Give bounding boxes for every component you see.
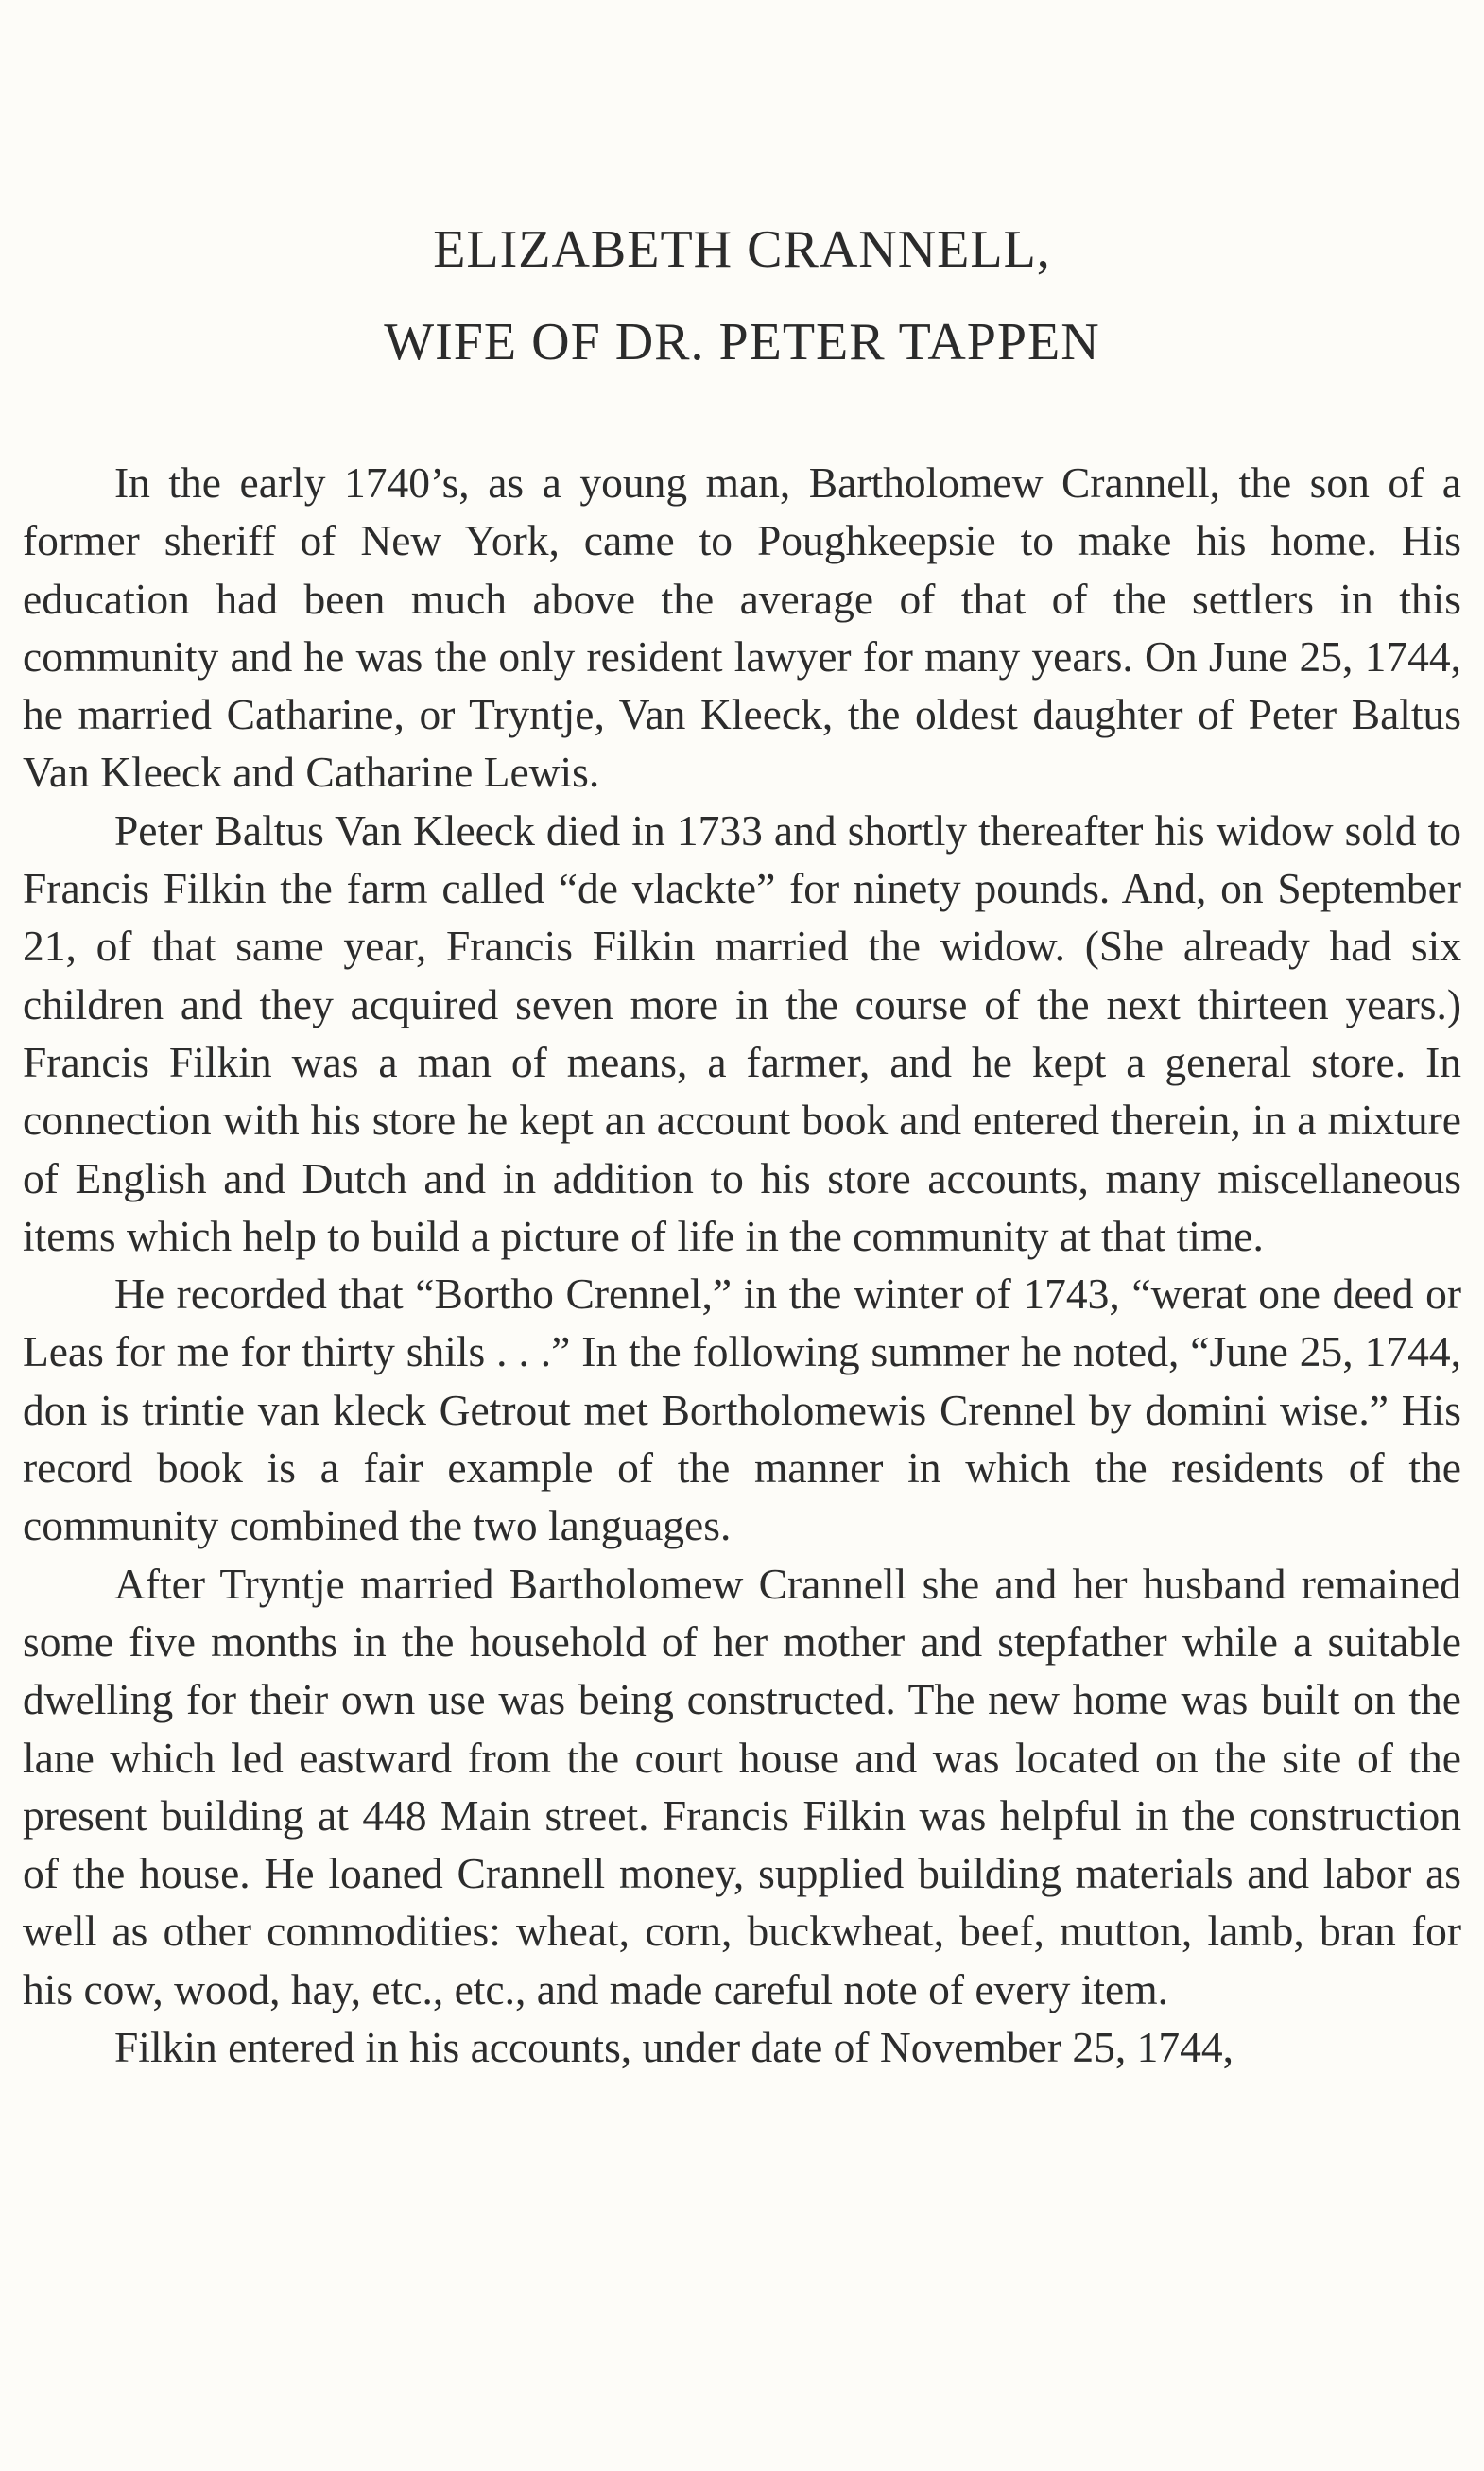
paragraph: In the early 1740’s, as a young man, Bartholomew Crannell, the son of a former sheriff of New York, came to Poughkeepsie to make his home. His education had been much above the average of that of the settlers in this community and he was the only resident lawyer for many years. On June 25, 1744, he married Catharine, or Tryntje, Van Kleeck, the oldest daughter of Peter Baltus Van Kleeck and Catharine Lewis. (23, 458, 1461, 797)
paragraph: Filkin entered in his accounts, under date of November 25, 1744, (114, 2023, 1234, 2072)
paragraph: He recorded that “Bortho Crennel,” in the winter of 1743, “werat one deed or Leas for me for thirty shils . . .” In the following summer he noted, “June 25, 1744, don is trintie van kleck Getrout met Bortholomewis Crennel by domini wise.” His record book is a fair example of the manner in which the residents of the community combined the two languages. (23, 1270, 1461, 1550)
paragraph: After Tryntje married Bartholomew Crannell she and her husband remained some five months in the household of her mother and stepfather while a suitable dwelling for their own use was being constructed. The new home was built on the lane which led eastward from the court house and was located on the site of the present building at 448 Main street. Francis Filkin was helpful in the construction of the house. He loaned Crannell money, supplied building materials and labor as well as other commodities: wheat, corn, buckwheat, beef, mutton, lamb, bran for his cow, wood, hay, etc., etc., and made careful note of every item. (23, 1559, 1461, 2013)
body-text (23, 454, 1461, 2076)
paragraph: Peter Baltus Van Kleeck died in 1733 and shortly thereafter his widow sold to Francis Filkin the farm called “de vlackte” for ninety pounds. And, on September 21, of that same year, Francis Filkin married the widow. (She already had six children and they acquired seven more in the course of the next thirteen years.) Francis Filkin was a man of means, a farmer, and he kept a general store. In connection with his store he kept an account book and entered therein, in a mixture of English and Dutch and in addition to his store accounts, many miscellaneous items which help to build a picture of life in the community at that time. (23, 805, 1461, 1260)
page-subtitle: WIFE OF DR. PETER TAPPEN (384, 313, 1100, 372)
page-title: ELIZABETH CRANNELL, (433, 220, 1051, 279)
